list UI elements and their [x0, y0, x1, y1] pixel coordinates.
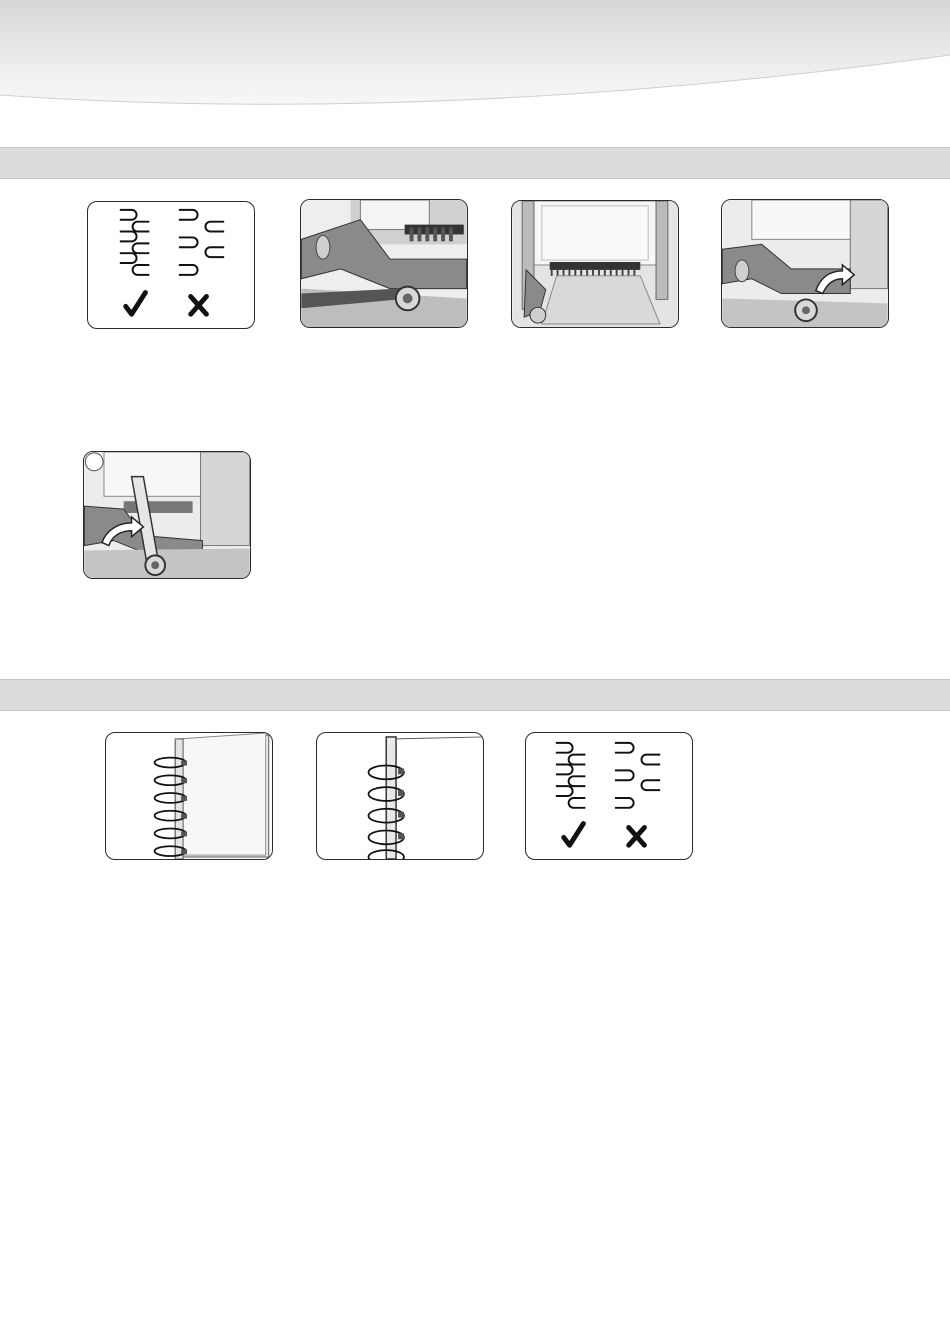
incorrect-spine-icon: [179, 210, 224, 275]
spine-diagram: [88, 202, 254, 328]
binder-handle-pull-panel: [83, 451, 251, 579]
binder-lever-closeup-illustration: [301, 200, 467, 327]
binder-handle-pull-illustration: [84, 452, 250, 578]
section-header-bar-2: [0, 679, 950, 711]
spine-diagram-2: [526, 733, 692, 859]
incorrect-spine-icon: [615, 743, 660, 808]
correct-spine-icon: [120, 210, 150, 275]
wrong-cross-icon: [629, 828, 645, 846]
coil-bound-document-panel: [105, 732, 273, 860]
binder-open-with-comb-panel: [511, 200, 679, 328]
binder-lever-push-panel: [721, 199, 889, 328]
wrong-cross-icon: [191, 297, 207, 315]
binder-open-illustration: [512, 201, 678, 327]
coil-side-view-panel: [316, 732, 484, 860]
section-header-bar-1: [0, 147, 950, 179]
header-wave-decoration: [0, 0, 950, 120]
correct-check-icon: [564, 824, 584, 846]
correct-spine-icon: [556, 743, 586, 808]
correct-check-icon: [126, 293, 146, 315]
spine-check-panel-2: [525, 732, 693, 860]
binder-lever-closeup-panel: [300, 199, 468, 328]
coil-side-view-illustration: [317, 733, 483, 859]
binder-lever-push-illustration: [722, 200, 888, 327]
spine-check-panel: [87, 201, 255, 329]
coil-bound-document-illustration: [106, 733, 272, 859]
